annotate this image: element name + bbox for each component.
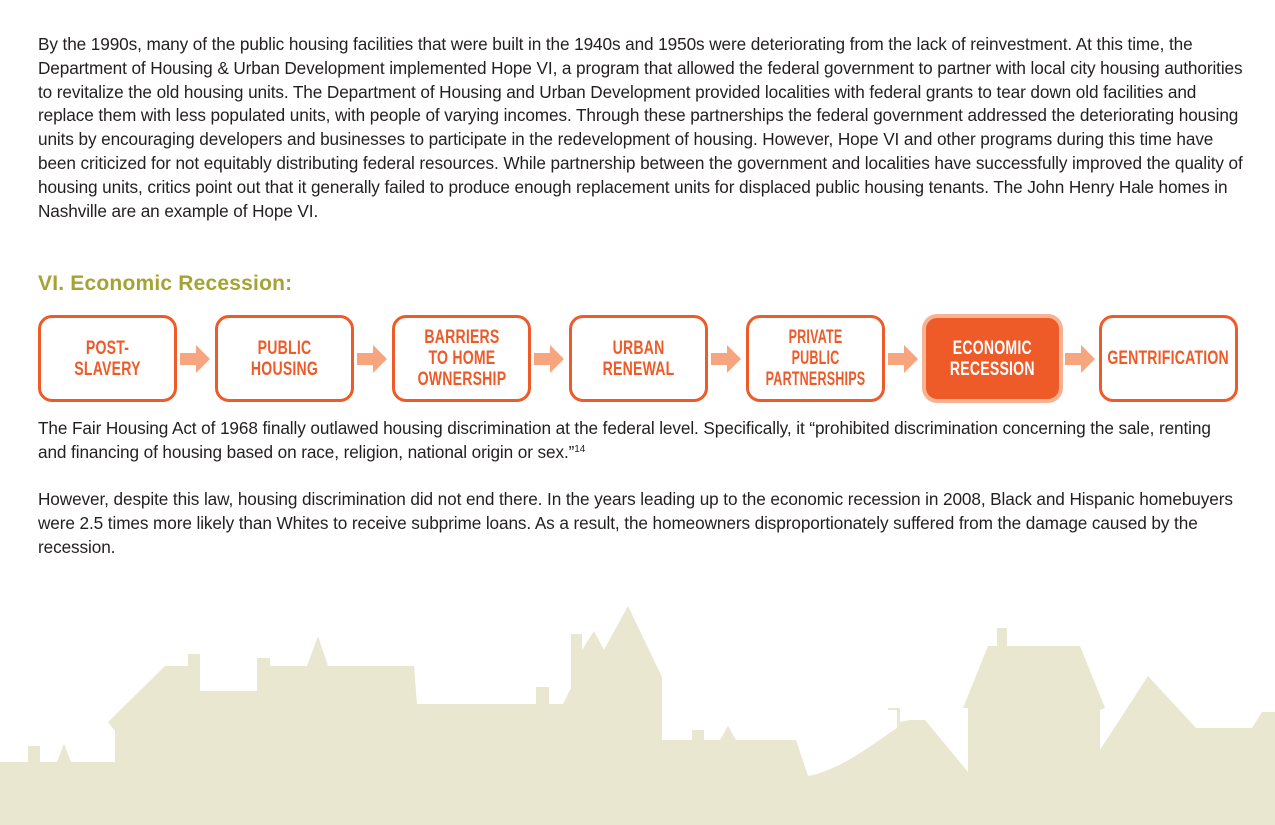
right-arrow-icon: [711, 345, 741, 373]
stage-post-slavery: [38, 315, 177, 402]
stage-label: PUBLIC HOUSING: [250, 337, 319, 380]
stage-public-housing: [215, 315, 354, 402]
section-heading: VI. Economic Recession:: [38, 272, 293, 295]
right-arrow-icon: [1065, 345, 1095, 373]
right-arrow-icon: [357, 345, 387, 373]
stage-label: PRIVATE PUBLIC PARTNERSHIPS: [765, 327, 866, 390]
footnote-marker: 14: [574, 443, 586, 455]
stage-label: BARRIERS TO HOME OWNERSHIP: [417, 327, 506, 390]
stage-label: POST-SLAVERY: [74, 337, 141, 380]
stage-label: ECONOMIC RECESSION: [950, 337, 1035, 380]
right-arrow-icon: [534, 345, 564, 373]
timeline: [38, 315, 1238, 402]
fair-housing-paragraph: [38, 417, 1243, 465]
stage-economic-recession: [923, 315, 1062, 402]
stage-private-public-partnerships: [746, 315, 885, 402]
right-arrow-icon: [888, 345, 918, 373]
stage-barriers-to-home-ownership: [392, 315, 531, 402]
recession-paragraph: However, despite this law, housing discrimination did not end there. In the years leading up to the economic recession in 2008, Black and Hispanic homebuyers were 2.5 times more likely than Whites to receive subprime loans. As a result, the homeowners disproportionately suffered from the damage caused by the recession.: [38, 489, 1233, 557]
stage-gentrification: [1099, 315, 1238, 402]
stage-label: URBAN RENEWAL: [602, 337, 675, 380]
city-skyline-silhouette: [0, 600, 1275, 825]
fair-housing-text: The Fair Housing Act of 1968 finally outlawed housing discrimination at the federal level. Specifically, it “prohibited discrimination concerning the sale, renting and financing of housing based on race, religion, national origin or sex.”: [38, 418, 1211, 462]
stage-label: GENTRIFICATION: [1107, 348, 1230, 369]
stage-urban-renewal: [569, 315, 708, 402]
intro-paragraph: By the 1990s, many of the public housing facilities that were built in the 1940s and 1950s were deteriorating from the lack of reinvestment. At this time, the Department of Housing & Urban Development implemented Hope VI, a program that allowed the federal government to partner with local city housing authorities to revitalize the old housing units. The Department of Housing and Urban Development provided localities with federal grants to tear down old facilities and replace them with less populated units, with people of varying incomes. Through these partnerships the federal government addressed the deteriorating housing units by encouraging developers and businesses to participate in the redevelopment of housing. However, Hope VI and other programs during this time have been criticized for not equitably distributing federal resources. While partnership between the government and localities have successfully improved the quality of housing units, critics point out that it generally failed to produce enough replacement units for displaced public housing tenants. The John Henry Hale homes in Nashville are an example of Hope VI.: [38, 34, 1243, 221]
right-arrow-icon: [180, 345, 210, 373]
